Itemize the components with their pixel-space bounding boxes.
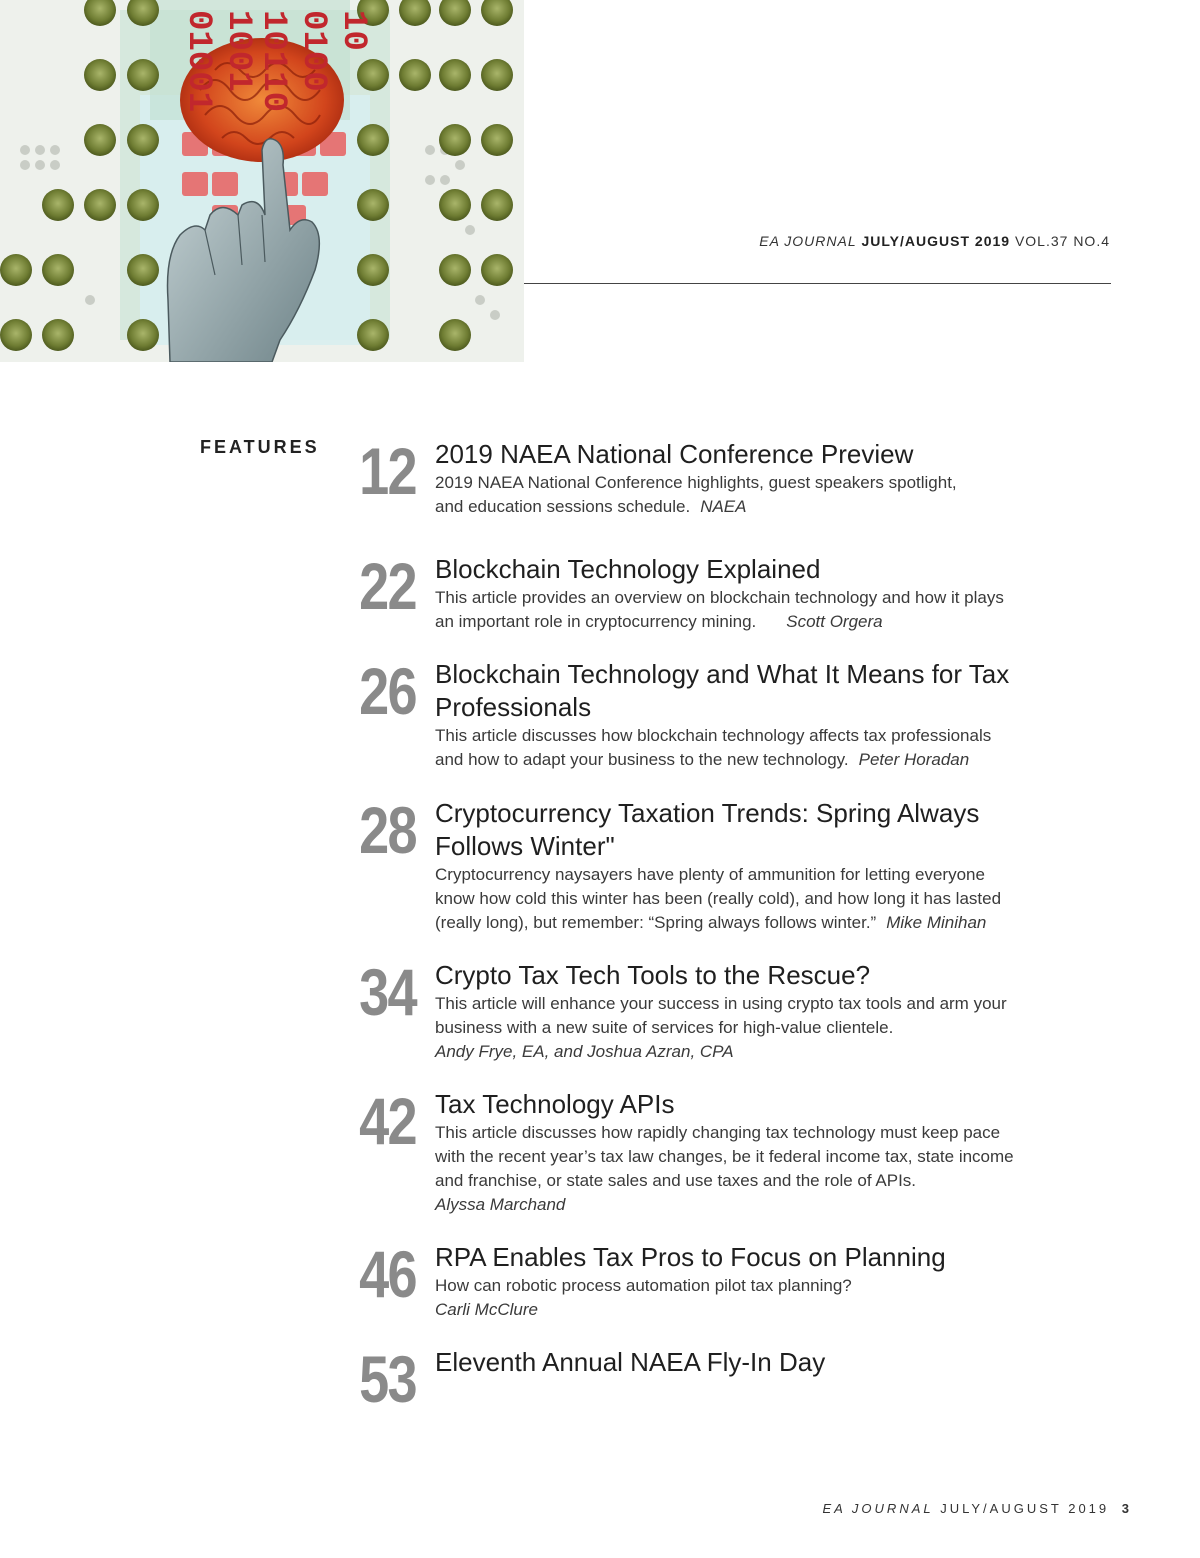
volume-number: VOL.37 NO.4 [1014,233,1110,249]
page-number: 28 [359,793,416,867]
feature-title[interactable]: Crypto Tax Tech Tools to the Rescue? [435,960,871,990]
feature-title[interactable]: 2019 NAEA National Conference Preview [435,439,914,469]
page-number: 42 [359,1084,416,1158]
footer-page-number: 3 [1121,1501,1132,1516]
feature-author: NAEA [700,497,747,516]
page-number: 22 [359,549,416,623]
cover-illustration [0,0,524,362]
feature-description-line: and how to adapt your business to the new technology. [435,750,849,769]
page-number: 26 [359,654,416,728]
feature-author: Peter Horadan [858,750,970,769]
feature-author: Carli McClure [435,1300,538,1319]
feature-description-line: (really long), but remember: “Spring always follows winter.” [435,913,877,932]
feature-title[interactable]: RPA Enables Tax Pros to Focus on Planning [435,1242,946,1272]
feature-description-line: Cryptocurrency naysayers have plenty of ammunition for letting everyone [435,865,985,884]
feature-description-line: and franchise, or state sales and use taxes and the role of APIs. [435,1171,917,1190]
feature-description-line: This article provides an overview on blockchain technology and how it plays [435,588,1004,607]
feature-author: Mike Minihan [886,913,987,932]
page-number: 53 [359,1342,416,1416]
feature-description-line: How can robotic process automation pilot tax planning? [435,1276,852,1295]
feature-description-line: 2019 NAEA National Conference highlights, guest speakers spotlight, [435,473,957,492]
feature-description-line: This article discusses how rapidly changing tax technology must keep pace [435,1123,1001,1142]
section-label: FEATURES [200,437,320,457]
page-number: 46 [359,1237,416,1311]
feature-author: Andy Frye, EA, and Joshua Azran, CPA [435,1042,734,1061]
svg-text:0100: 0100 [294,10,332,92]
feature-title[interactable]: Eleventh Annual NAEA Fly-In Day [435,1347,826,1377]
feature-description-line: with the recent year’s tax law changes, be it federal income tax, state income [435,1147,1014,1166]
feature-description-line: business with a new suite of services for high-value clientele. [435,1018,894,1037]
feature-title[interactable]: Cryptocurrency Taxation Trends: Spring Always Follows Winter" [435,798,980,861]
svg-text:10110: 10110 [254,10,292,113]
page-number: 34 [359,955,416,1029]
feature-description-line: and education sessions schedule. [435,497,691,516]
feature-title[interactable]: Blockchain Technology and What It Means for Tax Professionals [435,659,1010,722]
page-number: 12 [359,434,416,508]
magazine-name: EA JOURNAL [759,233,857,249]
feature-title[interactable]: Tax Technology APIs [435,1089,675,1119]
feature-author: Alyssa Marchand [435,1195,566,1214]
brain-keyboard-hand-illustration-icon [0,0,524,362]
feature-title[interactable]: Blockchain Technology Explained [435,554,821,584]
feature-description-line: an important role in cryptocurrency mining. [435,612,757,631]
footer-magazine-name: EA JOURNAL [822,1501,934,1516]
svg-text:1001: 1001 [219,10,257,92]
feature-description-line: know how cold this winter has been (really cold), and how long it has lasted [435,889,1002,908]
feature-author: Scott Orgera [786,612,883,631]
feature-description-line: This article discusses how blockchain technology affects tax professionals [435,726,992,745]
page-footer [822,1501,1132,1516]
footer-issue-date: JULY/AUGUST 2019 [940,1501,1110,1516]
svg-text:10: 10 [334,10,372,51]
issue-date: JULY/AUGUST 2019 [861,233,1011,249]
issue-header [524,233,1110,249]
feature-description-line: This article will enhance your success in using crypto tax tools and arm your [435,994,1007,1013]
svg-text:01001: 01001 [179,10,217,113]
header-divider [524,283,1111,284]
